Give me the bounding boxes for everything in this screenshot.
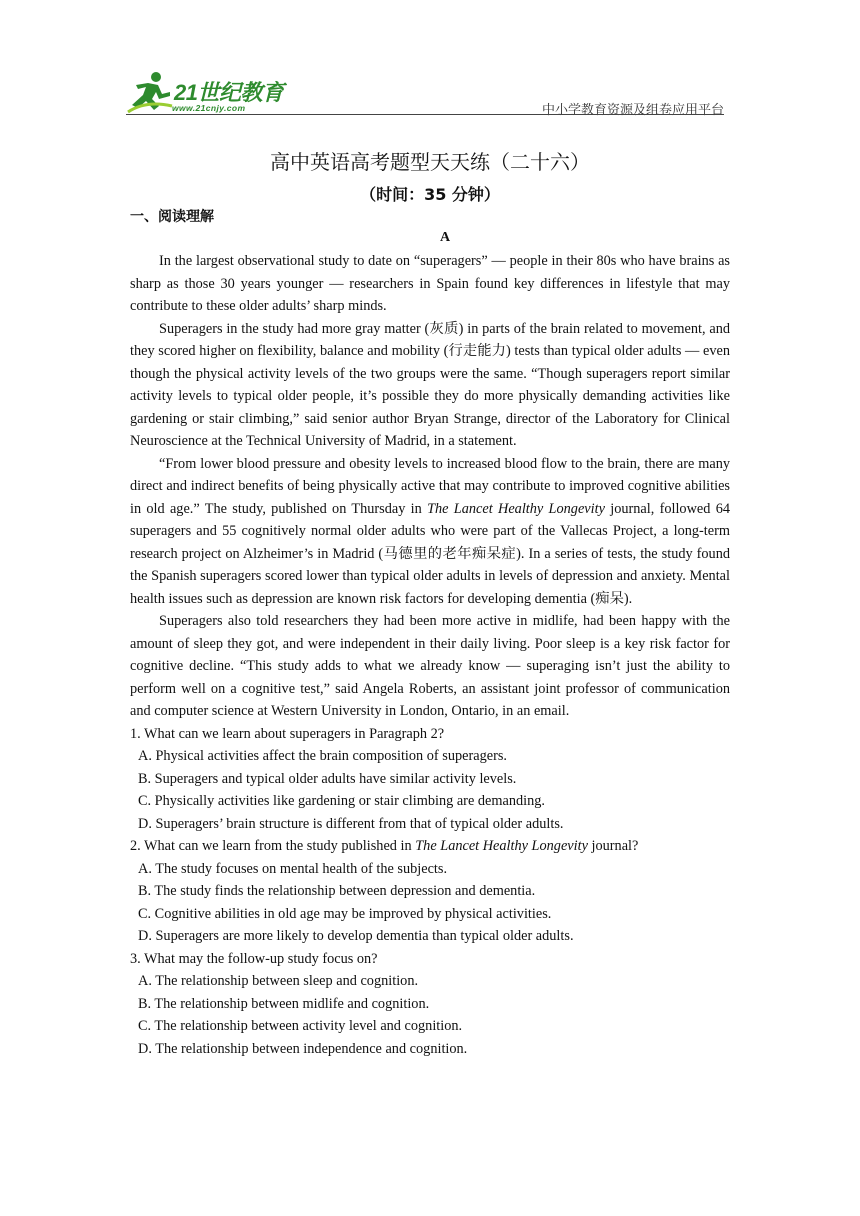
paragraph-2: Superagers in the study had more gray matter (灰质) in parts of the brain related to movement, and they scored higher on flexibility, balance and mobility (行走能力) tests than typical older adults — even though the physical activity levels of the two groups were the same. “Though superagers report similar activity levels to typical older people, it’s possible they do more physically demanding activities like gardening or stair climbing,” said senior author Bryan Strange, director of the Laboratory for Clinical Neuroscience at the Technical University of Madrid, in a statement.	[130, 320, 730, 449]
question-3-option-b: B. The relationship between midlife and cognition.	[138, 995, 430, 1012]
passage-body	[130, 250, 730, 1060]
question-1: 1. What can we learn about superagers in Paragraph 2?	[130, 725, 445, 742]
question-3-option-a: A. The relationship between sleep and cognition.	[138, 973, 419, 989]
runner-icon	[126, 70, 174, 114]
paragraph-3-part-b: journal, followed 64 superagers and 55 cognitively normal older adults who were part of the Vallecas Project, a long-term research project on Alzheimer’s in Madrid (马德里的老年痴呆症). In a series of tests, the study found the Spanish superagers scored lower than typical older adults in levels of depression and anxiety. Mental health issues such as depression are known risk factors for developing dementia (痴呆).	[130, 500, 730, 607]
question-3-option-c: C. The relationship between activity level and cognition.	[138, 1018, 463, 1034]
journal-title: The Lancet Healthy Longevity	[427, 500, 605, 517]
logo-text: 21世纪教育	[174, 80, 284, 105]
question-2-stem-b: journal?	[587, 838, 639, 854]
section-heading: 一、阅读理解	[130, 209, 214, 225]
page-header	[126, 62, 724, 118]
header-divider	[126, 114, 724, 115]
question-1-option-d: D. Superagers’ brain structure is different from that of typical older adults.	[138, 815, 564, 832]
question-3: 3. What may the follow-up study focus on?	[130, 950, 378, 967]
time-limit: （时间：35 分钟）	[360, 185, 500, 204]
platform-tagline: 中小学教育资源及组卷应用平台	[541, 103, 724, 118]
question-3-option-d: D. The relationship between independence and cognition.	[138, 1040, 468, 1057]
paragraph-1: In the largest observational study to date on “superagers” — people in their 80s who have brains as sharp as those 30 years younger — researchers in Spain found key differences in lifestyle that may contribute to these older adults’ sharp minds.	[130, 253, 730, 314]
question-2-option-c: C. Cognitive abilities in old age may be improved by physical activities.	[138, 905, 552, 922]
logo-url: www.21cnjy.com	[172, 103, 246, 113]
question-1-option-a: A. Physical activities affect the brain composition of superagers.	[138, 748, 507, 764]
question-1-option-b: B. Superagers and typical older adults have similar activity levels.	[138, 770, 517, 787]
passage-label: A	[439, 230, 451, 245]
paragraph-3-part-a: “From lower blood pressure and obesity levels to increased blood flow to the brain, there are many direct and indirect benefits of being physically active that may contribute to improved cognitive abilities in old age.” The study, published on Thursday in	[130, 455, 730, 517]
question-2	[130, 835, 730, 858]
question-2-option-b: B. The study finds the relationship between depression and dementia.	[138, 883, 536, 899]
question-2-journal: The Lancet Healthy Longevity	[415, 838, 588, 854]
paragraph-3	[130, 453, 730, 611]
page-title: 高中英语高考题型天天练（二十六）	[270, 150, 590, 174]
question-1-option-c: C. Physically activities like gardening or stair climbing are demanding.	[138, 793, 545, 809]
question-2-option-a: A. The study focuses on mental health of the subjects.	[138, 860, 448, 877]
logo	[126, 70, 296, 116]
paragraph-4: Superagers also told researchers they had been more active in midlife, had been happy with the amount of sleep they got, and were independent in their daily living. Poor sleep is a key risk factor for cognitive decline. “This study adds to what we already know — superaging isn’t just the ability to perform well on a cognitive test,” said Angela Roberts, an assistant joint professor of communication and computer science at Western University in London, Ontario, in an email.	[130, 613, 730, 719]
question-2-stem-a: 2. What can we learn from the study published in	[130, 838, 416, 854]
question-2-option-d: D. Superagers are more likely to develop dementia than typical older adults.	[138, 928, 574, 944]
